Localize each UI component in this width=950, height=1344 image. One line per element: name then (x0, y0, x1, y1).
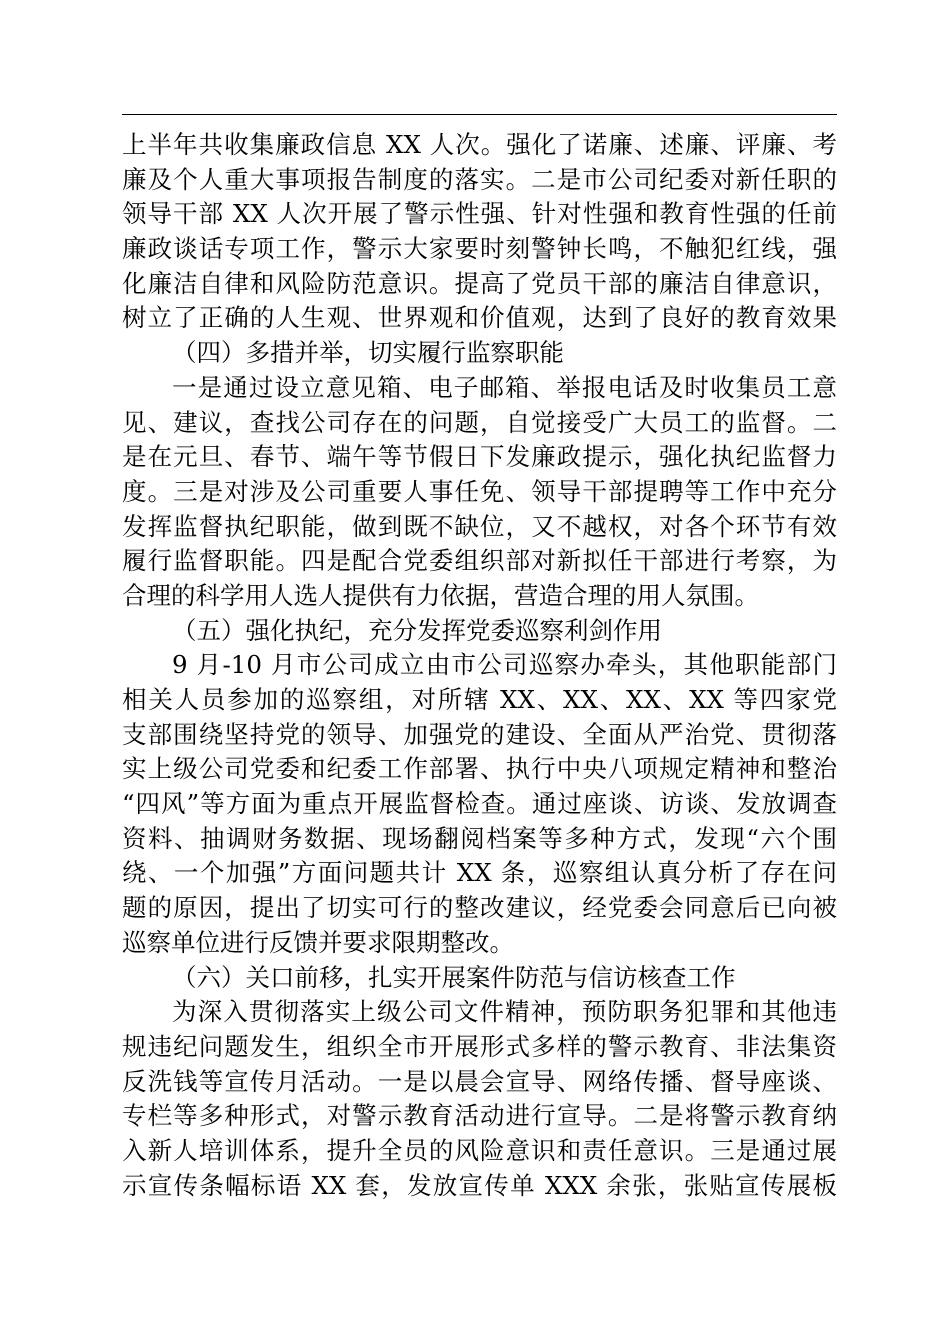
paragraph-first-line: 9 月-10 月市公司成立由市公司巡察办牵头，其他职能部门 (172, 650, 837, 680)
text-line: 是在元旦、春节、端午等节假日下发廉政提示，强化执纪监督力 (122, 442, 837, 472)
text-line: 反洗钱等宣传月活动。一是以晨会宣导、网络传播、督导座谈、 (122, 1066, 837, 1096)
paragraph-last-line: 巡察单位进行反馈并要求限期整改。 (122, 927, 514, 957)
text-line: 规违纪问题发生，组织全市开展形式多样的警示教育、非法集资 (122, 1031, 837, 1061)
section-heading: （五）强化执纪，充分发挥党委巡察利剑作用 (172, 615, 662, 645)
text-line: 发挥监督执纪职能，做到既不缺位，又不越权，对各个环节有效 (122, 511, 837, 541)
text-line: “四风”等方面为重点开展监督检查。通过座谈、访谈、发放调查 (122, 789, 837, 819)
paragraph-last-line: 合理的科学用人选人提供有力依据，营造合理的用人氛围。 (122, 580, 759, 610)
text-line: 履行监督职能。四是配合党委组织部对新拟任干部进行考察，为 (122, 546, 837, 576)
text-line: 专栏等多种形式，对警示教育活动进行宣导。二是将警示教育纳 (122, 1101, 837, 1131)
text-line: 廉政谈话专项工作，警示大家要时刻警钟长鸣，不触犯红线，强 (122, 234, 837, 264)
text-line: 入新人培训体系，提升全员的风险意识和责任意识。三是通过展 (122, 1135, 837, 1165)
text-line: 相关人员参加的巡察组，对所辖 XX、XX、XX、XX 等四家党 (122, 685, 837, 714)
text-line: 树立了正确的人生观、世界观和价值观，达到了良好的教育效果 (122, 303, 837, 333)
section-heading: （六）关口前移，扎实开展案件防范与信访核查工作 (172, 962, 736, 992)
text-line: 领导干部 XX 人次开展了警示性强、针对性强和教育性强的任前 (122, 199, 837, 229)
paragraph-first-line: 为深入贯彻落实上级公司文件精神，预防职务犯罪和其他违 (172, 997, 837, 1027)
text-line: 见、建议，查找公司存在的问题，自觉接受广大员工的监督。二 (122, 407, 837, 437)
text-line: 题的原因，提出了切实可行的整改建议，经党委会同意后已向被 (122, 893, 837, 923)
section-heading: （四）多措并举，切实履行监察职能 (172, 338, 564, 368)
text-line: 化廉洁自律和风险防范意识。提高了党员干部的廉洁自律意识， (122, 268, 837, 298)
text-line: 支部围绕坚持党的领导、加强党的建设、全面从严治党、贯彻落 (122, 719, 837, 749)
text-line: 度。三是对涉及公司重要人事任免、领导干部提聘等工作中充分 (122, 476, 837, 506)
document-body (122, 128, 837, 1203)
paragraph-first-line: 一是通过设立意见箱、电子邮箱、举报电话及时收集员工意 (172, 372, 837, 402)
text-line: 上半年共收集廉政信息 XX 人次。强化了诺廉、述廉、评廉、考 (122, 130, 837, 159)
text-line: 实上级公司党委和纪委工作部署、执行中央八项规定精神和整治 (122, 754, 837, 784)
text-line: 绕、一个加强”方面问题共计 XX 条，巡察组认真分析了存在问 (122, 858, 837, 888)
header-rule (122, 114, 837, 115)
text-line: 廉及个人重大事项报告制度的落实。二是市公司纪委对新任职的 (122, 164, 837, 194)
text-line: 资料、抽调财务数据、现场翻阅档案等多种方式，发现“六个围 (122, 823, 837, 853)
text-line: 示宣传条幅标语 XX 套，发放宣传单 XXX 余张，张贴宣传展板 (122, 1170, 837, 1200)
